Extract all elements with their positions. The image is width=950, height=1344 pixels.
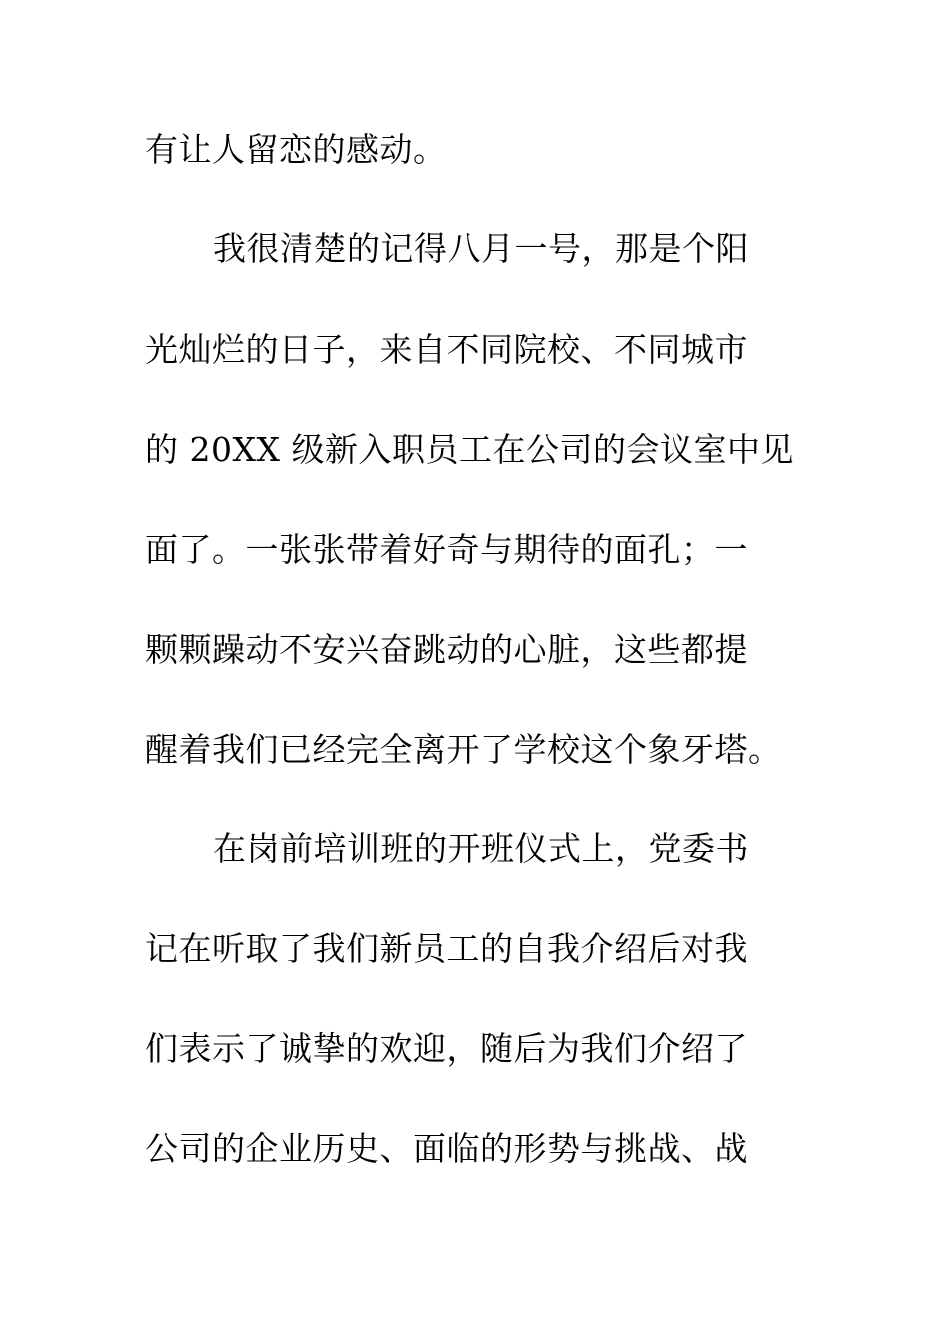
paragraph-line: 有让人留恋的感动。 [145, 130, 447, 169]
paragraph-line: 的 20XX 级新入职员工在公司的会议室中见 [145, 430, 794, 469]
paragraph-line: 颗颗躁动不安兴奋跳动的心脏，这些都提 [145, 630, 748, 669]
paragraph-line: 记在听取了我们新员工的自我介绍后对我 [145, 929, 748, 968]
paragraph-line: 面了。一张张带着好奇与期待的面孔；一 [145, 530, 748, 569]
paragraph-line: 在岗前培训班的开班仪式上，党委书 [213, 829, 749, 868]
paragraph-line: 醒着我们已经完全离开了学校这个象牙塔。 [145, 730, 782, 769]
paragraph-line: 我很清楚的记得八月一号，那是个阳 [213, 229, 749, 268]
paragraph-line: 公司的企业历史、面临的形势与挑战、战 [145, 1129, 748, 1168]
paragraph-line: 们表示了诚挚的欢迎，随后为我们介绍了 [145, 1029, 748, 1068]
paragraph-line: 光灿烂的日子，来自不同院校、不同城市 [145, 330, 748, 369]
